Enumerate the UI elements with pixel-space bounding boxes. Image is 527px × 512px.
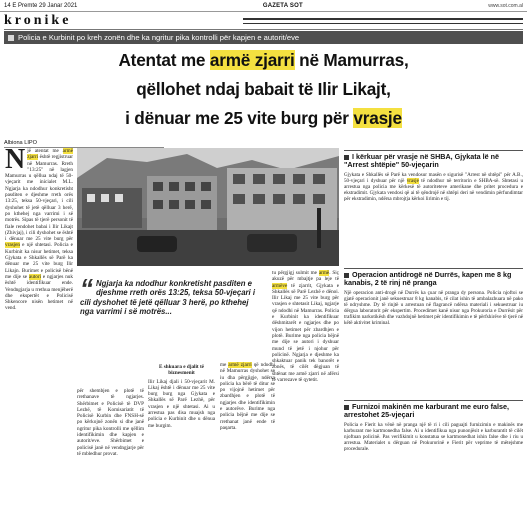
- section-rule: [243, 18, 523, 24]
- sidebar-story-3: [344, 400, 523, 508]
- sidebar-story-title: Furnizoi makinën me karburant me euro false, arrestohet 25-vjeçari: [344, 402, 509, 420]
- sidebar-story-1: [344, 150, 523, 262]
- highlight: autori: [28, 273, 42, 280]
- article-column-5: tu përgjigj sulmit me armë. Siç akuzë për mbajtje pa leje të armëve të zjarrit, Gjykata e Shkallës së Parë Lezhë e dënoi. Ilir Likaj me 25 vite burg për vrasjen e shtetasit Likaj, ngjarje që ndodhi në Mamurras. Policia e Kurbinit ka identifikuar dëshmitarët e ngjarjes dhe po vijon hetimet për zbardhjen e plotë. Burime nga policia bëjnë me dije se autori i dyshuar mund të jetë i njohur për policinë. Ngjarja e djeshme ka shkaktuar panik tek banorët e zonës, të cilët dëgjuan të shtënat me armë zjarri në afërsi të varrezave të qytetit.: [272, 270, 339, 384]
- article-photo: [77, 148, 339, 266]
- publication-name: GAZETA SOT: [262, 2, 303, 9]
- article-column-2: për shembjen e plotë të rrethanave të ngjarjes. Shërbimet e Policisë të DVP Lezhë, të Komisariatit të Policisë Kurbin dhe FNSH-së po kërkojnë zonën si dhe janë ngritur pika kontrolli me qëllim identifikimin dhe kapjen e autorit/eve. Shërbimet e policisë janë në vendngjarje për të mbledhur provat.: [77, 388, 144, 457]
- headline-line-3: i dënuar me 25 vite burg për vrasje: [125, 108, 402, 128]
- square-icon: [344, 155, 349, 160]
- pull-quote: [80, 273, 258, 316]
- page-date: 14 E Premte 29 Janar 2021: [4, 2, 78, 9]
- quote-icon: “: [80, 273, 93, 303]
- highlight: armë zjarri: [228, 362, 252, 368]
- headline-line-1: Atentat me armë zjarri në Mamurras,: [118, 50, 409, 70]
- headline-highlight-murder: vrasje: [353, 108, 402, 128]
- headline-line-2: qëllohet ndaj babait të Ilir Likajt,: [136, 79, 391, 99]
- section-name: kronike: [4, 13, 72, 28]
- highlight: armëve: [272, 282, 288, 289]
- sidebar-story-body: Një operacion anti-drogë në Durrës ka çuar në pranga dy persona. Policia njoftoi se gjatë operacionit janë sekuestruar 8 kg kanabis, të cilat ishin të ambalazhuara në pako të ndryshme. Dy të rinjtë u arrestuan në flagrancë ndërsa materiali i sekuestruar iu dërgua laboratorit për ekspertim. Procedimet kanë nisur nga Prokuroria e Durrësit për trafikim narkotikësh dhe vazhdojnë hetimet për identifikimin e të përfshirëve të tjerë në këtë aktivitet kriminal.: [344, 289, 523, 327]
- square-icon: [344, 273, 349, 278]
- sidebar-story-body: Policia e Fierit ka vënë në pranga një të ri i cili paguajti furnizimin e makinës me karburant me kartmonedha false. Ai u identifikua nga punonjësit e karburantit të cilët njoftuan policinë. Pas verifikimit u konstatua se kartmonedhat ishin false dhe i riu u arrestua. Materialet u dërguan në Prokurorinë e Fierit për veprime të mëtejshme procedurale.: [344, 421, 523, 453]
- highlight: armë zjarri: [27, 148, 73, 161]
- headline: [4, 46, 523, 136]
- drop-cap: N: [5, 148, 26, 175]
- square-icon: [344, 405, 349, 410]
- highlight: armë: [318, 270, 330, 276]
- sidebar-story-body: Gjykata e Shkallës së Parë ka vendosur masën e sigurisë "Arrest në shtëpi" për A.B., 50-vjeçari i dyshuar për një vrasje të ndodhur në territorin e SHBA-së. Shtetasi u arrestua nga policia me kërkesë të autoriteteve amerikane dhe pritet procedura e ekstradimit. Gjykata vendosi që ai të qëndrojë në shtëpi deri në vendimin përfundimtar për ekstradimin, ndërsa mbrojtja kërkoi lirimin e tij.: [344, 171, 523, 203]
- page-header: [0, 0, 527, 12]
- article-subheading: E shkuara e djalit të biznesmenit: [159, 364, 204, 377]
- highlight: vrasjen: [5, 242, 20, 249]
- kicker-text: Policia e Kurbinit po kreh zonën dhe ka ngritur pika kontrolli për kapjen e autorit/eve: [18, 33, 300, 42]
- website: www.sot.com.al: [488, 2, 523, 9]
- section-header: [4, 13, 523, 30]
- pull-quote-text: Ngjarja ka ndodhur konkretisht pasditen e djeshme rreth orës 13:25, teksa 50-vjeçari i cili dyshohet të jetë qëlluar 3 herë, po kthehej nga varrimi i së motrës...: [80, 279, 256, 316]
- highlight: vrasje: [406, 177, 419, 184]
- sidebar-story-title: Operacion antidrogë në Durrës, kapen me 8 kg kanabis, 2 të rinj në pranga: [344, 270, 512, 288]
- square-icon: [8, 35, 14, 41]
- headline-highlight-weapon: armë zjarri: [209, 50, 295, 70]
- article-column-3: E shkuara e djalit të biznesmenit Ilir Likaj djali i 50-vjeçarit M. Likaj është i dënuar me 25 vite burg burg nga Gjykata e Shkallës së Parë Lezhë, për vrasjen e një shtetasi. Ai u arrestua pas disa muajsh nga policia e Kurbinit dhe u dënua me burgim.: [148, 364, 215, 429]
- sidebar-story-title: I kërkuar për vrasje në SHBA, Gjykata lë në "Arrest shtëpie" 50-vjeçarin: [344, 152, 500, 170]
- article-column-1: Një atentat me armë zjarri është regjistruar në Mamurras. Rreth "13:25" në lagjen Mamurras u qëllua ndaj të 50-vjeçarit me inicialet M.L. Ngjarja ka ndodhur konkretisht pasditen e djeshme rreth orës 13:25, teksa 50-vjeçari, i cili dyshohet të jetë qëlluar 3 herë, po kthehej nga varrimi i së motrës. Sipas të tjerë personit të fiale rendohet babai i Ilir Likajt (Zhivjaj), i cili dyshohet se është i dënuar me 25 vite burg për vrasjen e një shtetasi. Policia e Kurbinit ka nisur hetimet, teksa Gjykata e Shkallës së Parë ka dënuar me 25 vite burg Ilir Likajn. Burimet e policisë bënë me dije se autori e ngjarjes nuk është identifikuar ende. Vendngjarja u rrethua menjëherë dhe ekspertët e Policisë Shkencore nisën hetimet në vend.: [5, 148, 73, 312]
- sidebar-story-2: [344, 268, 523, 392]
- byline: Albiona LIPO: [4, 140, 164, 148]
- article-column-4: me armë zjarri që ndodhi në Mamurras dyshohet se iu dha përgjigje, ndërsa policia ka bërë të ditur se po vijojnë hetimet për zbardhjen e plotë të ngjarjes dhe identifikimin e autorëve. Burime nga policia bëjnë me dije se rrethanat janë ende të paqarta.: [220, 362, 275, 431]
- kicker-bar: [4, 31, 523, 44]
